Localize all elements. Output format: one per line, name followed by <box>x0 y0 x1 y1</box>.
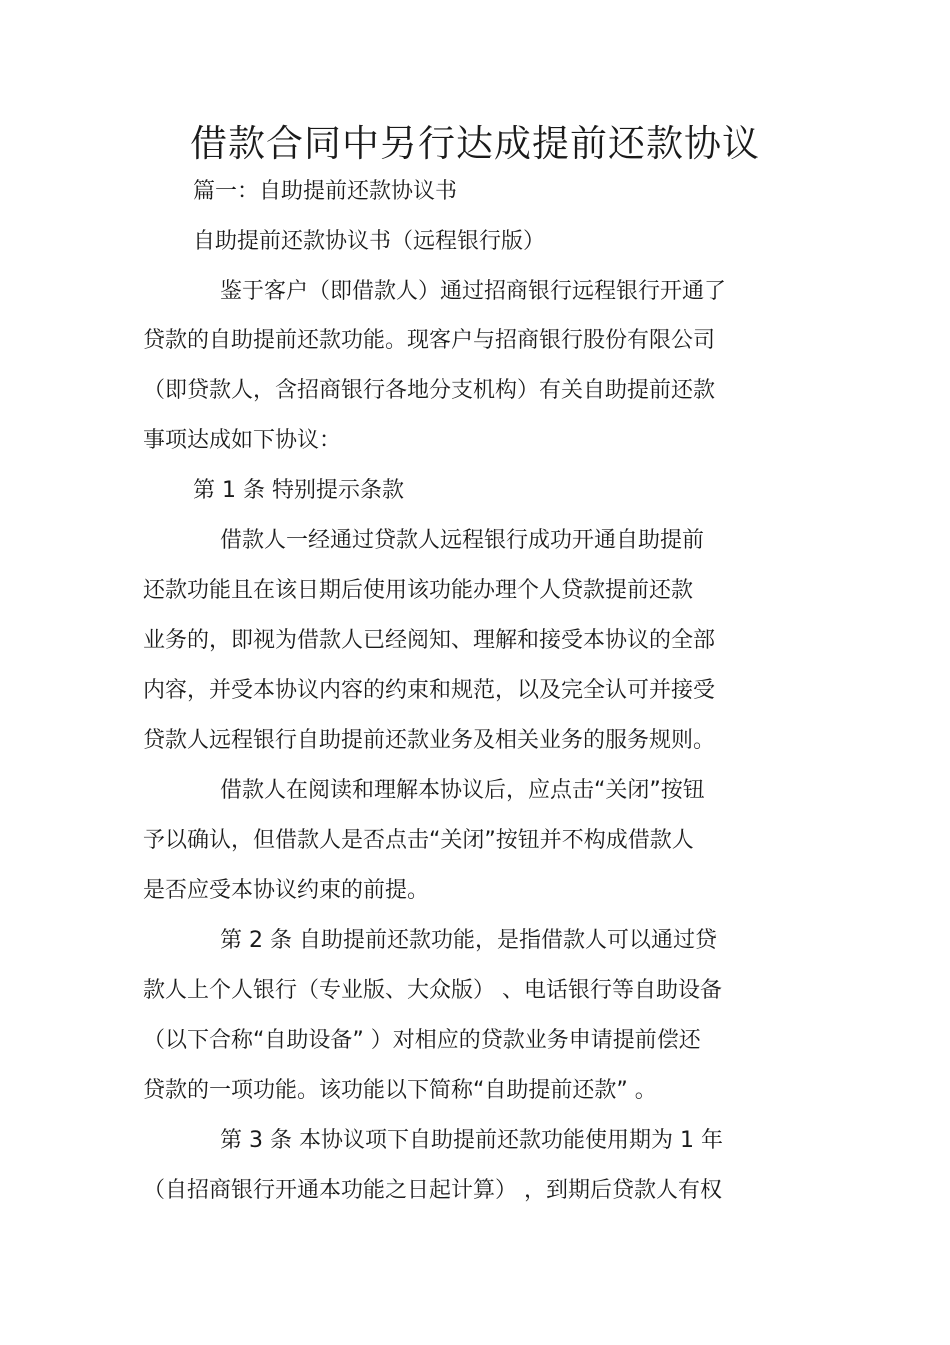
paragraph-line: （以下合称“自助设备” ）对相应的贷款业务申请提前偿还 <box>143 1028 701 1053</box>
paragraph-line: 是否应受本协议约束的前提。 <box>143 878 430 903</box>
agreement-subtitle: 自助提前还款协议书（远程银行版） <box>193 229 546 254</box>
paragraph-line: 借款人在阅读和理解本协议后，应点击“关闭”按钮 <box>220 778 705 803</box>
paragraph-line: 还款功能且在该日期后使用该功能办理个人贷款提前还款 <box>143 578 694 603</box>
paragraph-line: 第 3 条 本协议项下自助提前还款功能使用期为 1 年 <box>220 1128 723 1153</box>
paragraph-line: 第 2 条 自助提前还款功能，是指借款人可以通过贷 <box>220 928 717 953</box>
document-title: 借款合同中另行达成提前还款协议 <box>190 122 760 165</box>
paragraph-line: 贷款的自助提前还款功能。现客户与招商银行股份有限公司 <box>143 328 716 353</box>
paragraph-line: 款人上个人银行（专业版、大众版） 、电话银行等自助设备 <box>143 978 722 1003</box>
paragraph-line: 借款人一经通过贷款人远程银行成功开通自助提前 <box>220 528 705 553</box>
paragraph-line: （即贷款人，含招商银行各地分支机构）有关自助提前还款 <box>143 378 716 403</box>
paragraph-line: 业务的，即视为借款人已经阅知、理解和接受本协议的全部 <box>143 628 716 653</box>
section-heading: 篇一：自助提前还款协议书 <box>193 179 458 204</box>
paragraph-line: 贷款人远程银行自助提前还款业务及相关业务的服务规则。 <box>143 728 716 753</box>
paragraph-line: （自招商银行开通本功能之日起计算） ，到期后贷款人有权 <box>143 1178 722 1203</box>
paragraph-line: 鉴于客户（即借款人）通过招商银行远程银行开通了 <box>220 279 727 304</box>
paragraph-line: 予以确认，但借款人是否点击“关闭”按钮并不构成借款人 <box>143 828 694 853</box>
article-heading: 第 1 条 特别提示条款 <box>193 478 404 503</box>
paragraph-line: 内容，并受本协议内容的约束和规范，以及完全认可并接受 <box>143 678 716 703</box>
paragraph-line: 事项达成如下协议： <box>143 428 342 453</box>
paragraph-line: 贷款的一项功能。该功能以下简称“自助提前还款” 。 <box>143 1078 657 1103</box>
